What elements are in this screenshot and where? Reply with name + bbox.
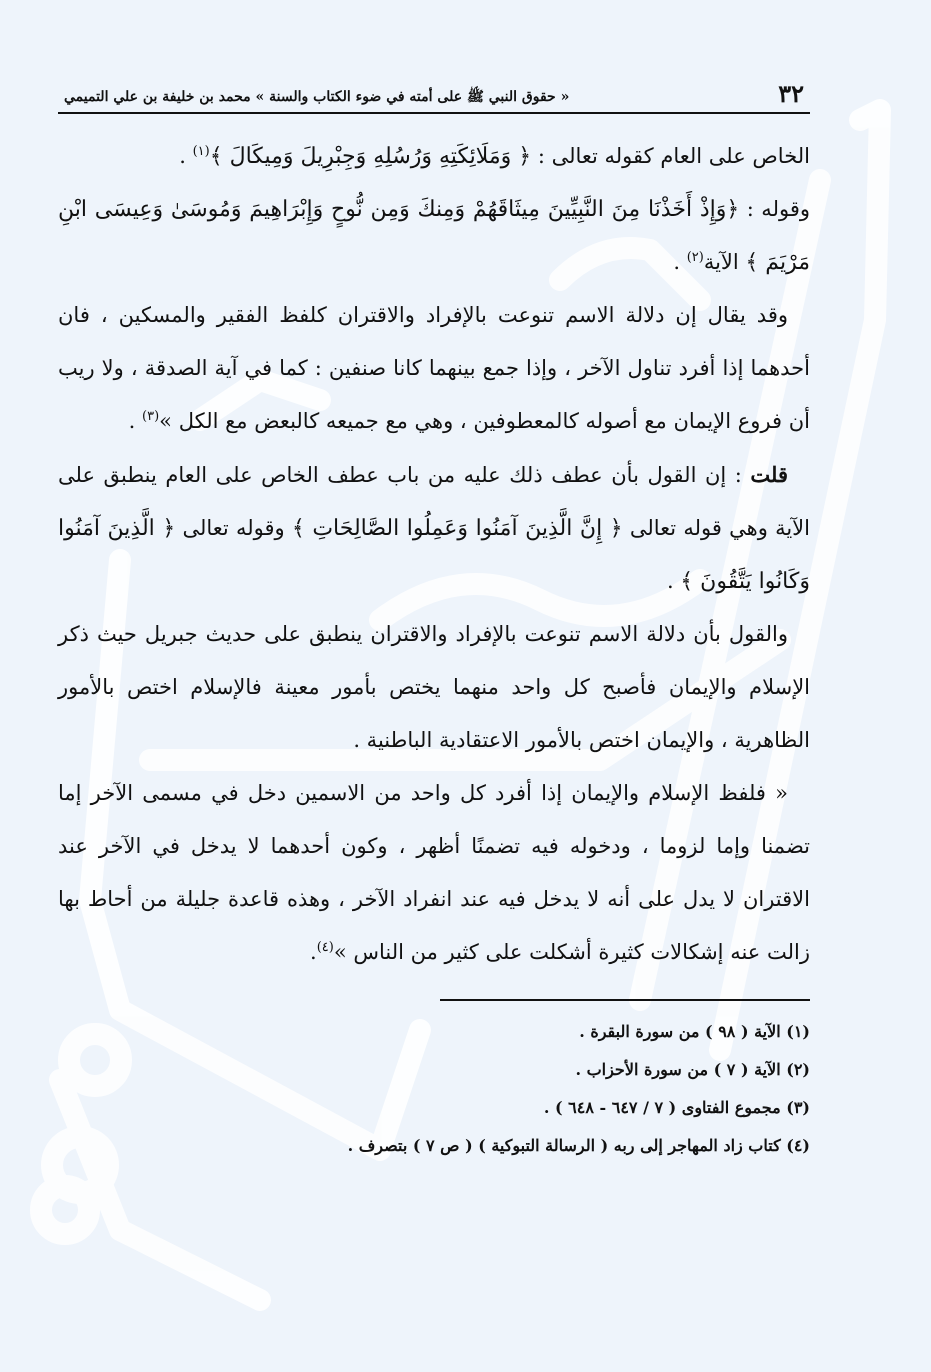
body-text-segment: . xyxy=(673,250,687,274)
body-text-segment: . xyxy=(179,144,193,168)
paragraph xyxy=(58,608,810,767)
footnote-reference: (٤) xyxy=(316,940,334,955)
body-text-segment: . xyxy=(310,940,317,964)
quran-verse: ﴿ الَّذِينَ آمَنُوا وَكَانُوا يَتَّقُونَ ﴾ xyxy=(58,516,810,594)
footnote-reference: (٣) xyxy=(142,409,160,424)
body-text-segment: « فلفظ الإسلام والإيمان إذا أفرد كل واحد من الاسمين دخل في مسمى الآخر إما تضمنا وإما لزوما ، ودخوله فيه تضمنًا أظهر ، وكون أحدهما لا يدخل في الآخر عند الاقتران لا يدل على أنه لا يدخل فيه عند انفراد الآخر ، وهذه قاعدة جليلة من أحاط بها زالت عنه إشكالات كثيرة أشكلت على كثير من الناس » xyxy=(58,781,810,964)
paragraph xyxy=(58,130,810,183)
quran-verse: ﴿ إِنَّ الَّذِينَ آمَنُوا وَعَمِلُوا الصَّالِحَاتِ ﴾ xyxy=(291,516,623,541)
body-text-segment: : إن القول بأن عطف ذلك عليه من باب عطف الخاص على العام ينطبق على الآية وهي قوله تعالى xyxy=(58,463,810,540)
body-text-segment: . xyxy=(666,569,681,593)
running-title: « حقوق النبي ﷺ على أمته في ضوء الكتاب والسنة » محمد بن خليفة بن علي التميمي xyxy=(64,89,570,105)
main-text xyxy=(58,130,810,979)
page-number: ٣٢ xyxy=(778,79,804,108)
footnote: (٤) كتاب زاد المهاجر إلى ربه ( الرسالة التبوكية ) ( ص ٧ ) بتصرف . xyxy=(347,1136,810,1155)
quran-verse: ﴿وَإِذْ أَخَذْنَا مِنَ النَّبِيِّينَ مِيثَاقَهُمْ وَمِنكَ وَمِن نُّوحٍ وَإِبْرَاهِيمَ وَمُوسَىٰ وَعِيسَى ابْنِ مَرْيَمَ ﴾ xyxy=(58,197,810,275)
footnote-reference: (٢) xyxy=(686,250,704,265)
body-text-segment: وقد يقال إن دلالة الاسم تنوعت بالإفراد والاقتران كلفظ الفقير والمسكين ، فان أحدهما إذا أفرد تناول الآخر ، وإذا جمع بينهما كانا صنفين : كما في آية الصدقة ، ولا ريب أن فروع الإيمان مع أصوله كالمعطوفين ، وهي مع جميعه كالبعض مع الكل » xyxy=(58,303,810,433)
page-header xyxy=(58,78,810,114)
paragraph xyxy=(58,183,810,289)
paragraph xyxy=(58,289,810,448)
body-text-segment: وقوله : xyxy=(739,197,810,221)
footnote-divider xyxy=(440,999,810,1001)
body-text-segment: والقول بأن دلالة الاسم تنوعت بالإفراد والاقتران ينطبق على حديث جبريل حيث ذكر الإسلام والإيمان فأصبح كل واحد منهما يختص بأمور معينة فالإسلام اختص بالأمور الظاهرية ، والإيمان اختص بالأمور الاعتقادية الباطنية . xyxy=(58,622,810,752)
paragraph xyxy=(58,767,810,979)
paragraph xyxy=(58,448,810,608)
body-text-segment: . xyxy=(128,409,143,433)
body-text-segment: الخاص على العام كقوله تعالى : xyxy=(531,144,810,168)
footnote: (٣) مجموع الفتاوى ( ٧ / ٦٤٧ - ٦٤٨ ) . xyxy=(543,1098,810,1117)
book-page xyxy=(58,78,810,1165)
footnotes xyxy=(58,1013,810,1165)
quran-verse: ﴿ وَمَلَائِكَتِهِ وَرُسُلِهِ وَجِبْرِيلَ وَمِيكَالَ ﴾ xyxy=(209,144,532,169)
bold-label: قلت xyxy=(750,462,788,487)
footnote-reference: (١) xyxy=(192,144,210,159)
body-text-segment: وقوله تعالى xyxy=(175,516,292,540)
body-text-segment: الآية xyxy=(703,250,746,274)
footnote: (٢) الآية ( ٧ ) من سورة الأحزاب . xyxy=(575,1060,810,1079)
footnote: (١) الآية ( ٩٨ ) من سورة البقرة . xyxy=(579,1022,810,1041)
